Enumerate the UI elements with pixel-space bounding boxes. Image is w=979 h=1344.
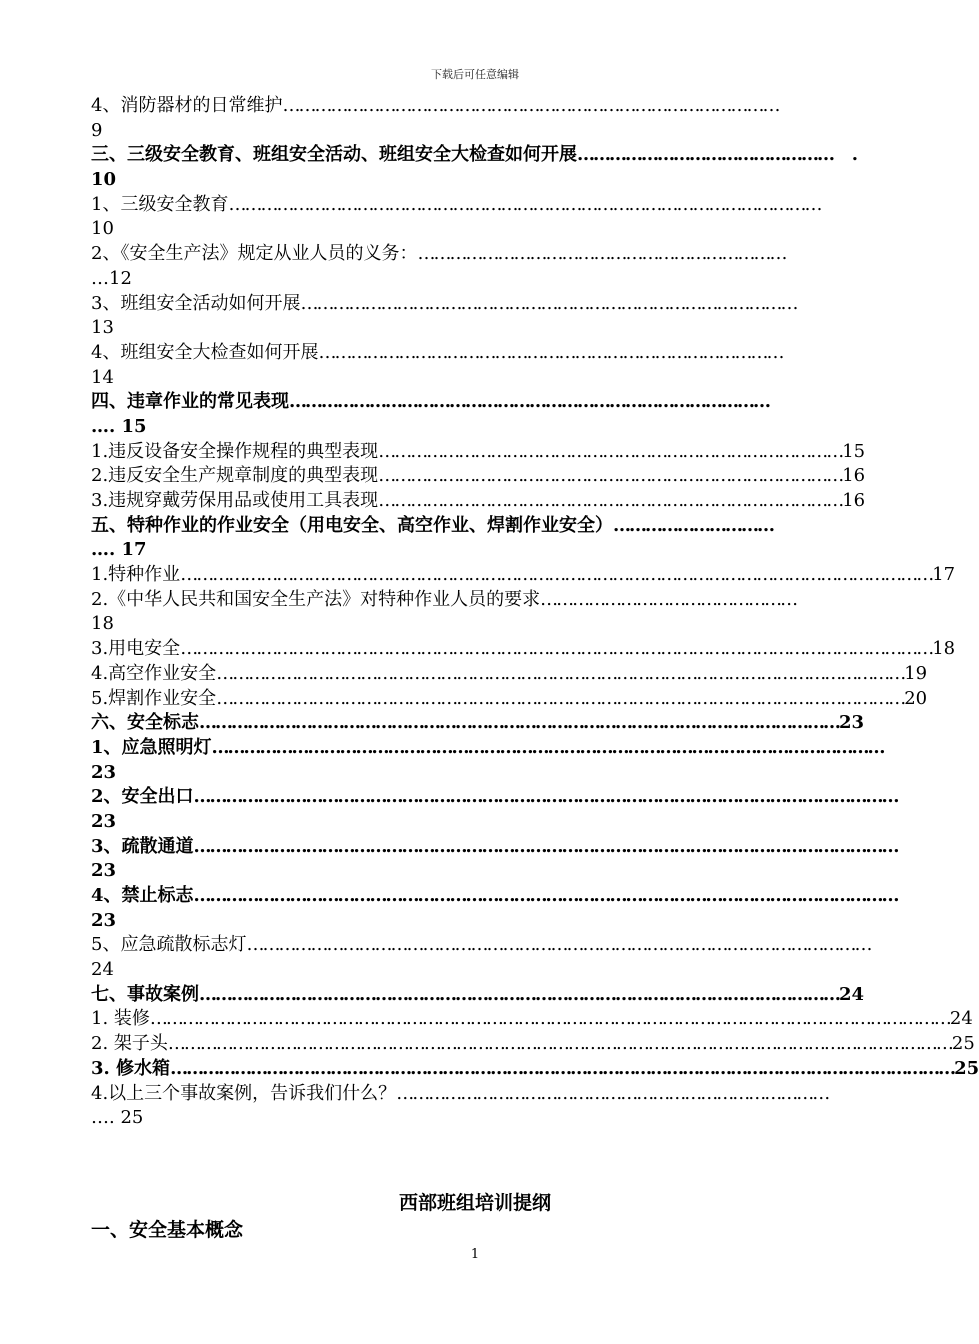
toc-entry[interactable] xyxy=(91,292,858,317)
toc-leader-dots: ………………………………………………………………………………………………………………………………… xyxy=(170,1057,955,1079)
toc-page-number-wrapped: 24 xyxy=(91,959,114,981)
toc-leader-dots: ………………………………………………………………………………………………………… xyxy=(199,983,839,1005)
toc-leader-dots: ………………………………………………………………………………………………… xyxy=(228,193,821,215)
toc-page-number: . xyxy=(851,144,858,166)
toc-leader-dots: ………………………………………… xyxy=(540,588,797,610)
toc-leader-dots: ……………………………………………………………………… xyxy=(396,1082,829,1104)
toc-page-number-wrapped: 23 xyxy=(91,810,117,832)
toc-leader-dots: …………………………………………………………………………… xyxy=(378,440,843,462)
toc-entry[interactable] xyxy=(91,341,858,366)
toc-page-number-wrapped: 10 xyxy=(91,169,117,191)
toc-entry[interactable] xyxy=(91,736,884,761)
toc-entry-title: 1.特种作业 xyxy=(91,564,181,586)
toc-page-number-wrapped: 13 xyxy=(91,317,114,339)
toc-entry-title: 2.《中华人民共和国安全生产法》对特种作业人员的要求 xyxy=(91,588,541,610)
toc-entry[interactable] xyxy=(91,1082,858,1107)
toc-page-number: 24 xyxy=(949,1008,973,1030)
toc-entry-title: 3.用电安全 xyxy=(91,638,181,660)
toc-page-number-wrapped: 10 xyxy=(91,218,114,240)
toc-leader-dots: ………………………………………………………………………………………………………………… xyxy=(216,662,905,684)
toc-entry[interactable] xyxy=(91,143,858,168)
toc-entry[interactable] xyxy=(91,1032,975,1057)
toc-leader-dots: ……………………………………………………………………………………………………… xyxy=(246,934,871,956)
toc-entry[interactable] xyxy=(91,242,858,267)
toc-entry[interactable] xyxy=(91,1007,973,1032)
toc-page-number-wrapped: 23 xyxy=(91,909,117,931)
toc-leader-dots: …………………………………………………………………………………………………………………………………… xyxy=(149,1008,950,1030)
toc-leader-dots: ……………………………………………………………………………………………………………… xyxy=(211,736,884,758)
toc-page-number-wrapped: …. 15 xyxy=(91,415,147,437)
toc-entry[interactable] xyxy=(91,588,858,613)
toc-page-number-wrapped: 18 xyxy=(91,613,114,635)
toc-entry-title: 七、事故案例 xyxy=(91,983,199,1005)
toc-entry[interactable] xyxy=(91,563,956,588)
toc-leader-dots: …………………………………………………………… xyxy=(417,243,786,265)
toc-entry-title: 2.违反安全生产规章制度的典型表现 xyxy=(91,465,379,487)
toc-page-number: 23 xyxy=(839,712,865,734)
toc-page-number: 16 xyxy=(842,465,866,487)
toc-entry-title: 4.高空作业安全 xyxy=(91,662,217,684)
toc-entry-title: 五、特种作业的作业安全（用电安全、高空作业、焊割作业安全） xyxy=(91,514,613,536)
toc-page-number: 19 xyxy=(904,662,928,684)
toc-leader-dots: …………………………………………………………………………… xyxy=(378,490,843,511)
toc-entry-title: 5、应急疏散标志灯 xyxy=(91,934,247,956)
toc-entry-title: 5.焊割作业安全 xyxy=(91,687,217,709)
toc-page-number: 17 xyxy=(932,564,956,586)
toc-page-number: 15 xyxy=(842,440,866,462)
toc-page-number-wrapped: …12 xyxy=(91,267,132,289)
toc-page-number: 25 xyxy=(951,1033,975,1055)
toc-page-number: 16 xyxy=(842,490,866,511)
toc-entry-title: 3、疏散通道 xyxy=(91,835,194,857)
toc-entry-title: 1. 装修 xyxy=(91,1008,150,1030)
toc-entry[interactable] xyxy=(91,785,898,810)
toc-entry[interactable] xyxy=(91,464,866,489)
toc-entry[interactable] xyxy=(91,687,928,712)
toc-page-number-wrapped: …. 17 xyxy=(91,539,147,561)
toc-page-number-wrapped: …. 25 xyxy=(91,1107,144,1129)
toc-entry-title: 三、三级安全教育、班组安全活动、班组安全大检查如何开展 xyxy=(91,144,577,166)
toc-leader-dots: ………………………………………………………………………………………………………………………………… xyxy=(167,1033,952,1055)
toc-entry-title: 3、班组安全活动如何开展 xyxy=(91,292,301,314)
toc-leader-dots: …………………………………………………………………………………………………………………… xyxy=(193,885,898,906)
toc-leader-dots: ………………………… xyxy=(613,514,773,536)
toc-entry-title: 四、违章作业的常见表现 xyxy=(91,391,289,413)
toc-leader-dots: ………………………………………… xyxy=(577,144,833,166)
toc-entry-title: 1.违反设备安全操作规程的典型表现 xyxy=(91,440,379,462)
table-of-contents xyxy=(91,94,979,1131)
toc-entry[interactable] xyxy=(91,1057,979,1082)
toc-entry-title: 4、禁止标志 xyxy=(91,885,194,906)
toc-page-number: 20 xyxy=(904,687,928,709)
toc-entry[interactable] xyxy=(91,884,898,909)
toc-leader-dots: …………………………………………………………………………………………………………………… xyxy=(193,835,898,857)
toc-leader-dots: ………………………………………………………………………………………………………………… xyxy=(216,687,905,709)
toc-entry-title: 4.以上三个事故案例，告诉我们什么？ xyxy=(91,1082,397,1104)
page-header: 下载后可任意编辑 xyxy=(431,68,519,81)
toc-page-number: 25 xyxy=(954,1057,979,1079)
toc-entry[interactable] xyxy=(91,514,858,539)
toc-page-number-wrapped: 23 xyxy=(91,860,117,882)
toc-page-number-wrapped: 9 xyxy=(91,119,103,141)
toc-entry-title: 3. 修水箱 xyxy=(91,1057,171,1079)
toc-entry-title: 4、消防器材的日常维护 xyxy=(91,95,283,116)
document-title: 西部班组培训提纲 xyxy=(398,1192,551,1214)
toc-entry-title: 1、应急照明灯 xyxy=(91,736,212,758)
toc-leader-dots: …………………………………………………………………………… xyxy=(378,465,843,487)
toc-entry[interactable] xyxy=(91,637,956,662)
toc-entry[interactable] xyxy=(91,193,858,218)
section-heading: 一、安全基本概念 xyxy=(91,1219,244,1241)
toc-leader-dots: …………………………………………………………………………………………………………………………… xyxy=(180,564,933,586)
toc-leader-dots: ………………………………………………………………………………… xyxy=(300,292,797,314)
toc-entry[interactable] xyxy=(91,94,858,119)
toc-entry[interactable] xyxy=(91,489,866,514)
toc-entry[interactable] xyxy=(91,390,858,415)
toc-leader-dots: …………………………………………………………………………………………………………………………… xyxy=(180,638,933,660)
toc-entry-title: 2、《安全生产法》规定从业人员的义务： xyxy=(91,243,418,265)
toc-page-number-wrapped: 14 xyxy=(91,366,114,388)
toc-entry-title: 3.违规穿戴劳保用品或使用工具表现 xyxy=(91,490,379,511)
toc-page-number: 18 xyxy=(932,638,956,660)
toc-leader-dots: …………………………………………………………………………………………………………………… xyxy=(193,786,898,808)
toc-leader-dots: ………………………………………………………………………………… xyxy=(282,95,779,116)
toc-entry[interactable] xyxy=(91,835,898,860)
toc-entry[interactable] xyxy=(91,662,928,687)
toc-entry[interactable] xyxy=(91,983,865,1008)
toc-entry-title: 2、安全出口 xyxy=(91,786,194,808)
toc-entry-title: 1、三级安全教育 xyxy=(91,193,229,215)
toc-entry-title: 4、班组安全大检查如何开展 xyxy=(91,341,319,363)
toc-leader-dots: …………………………………………………………………………… xyxy=(318,341,783,363)
toc-entry[interactable] xyxy=(91,440,866,465)
toc-page-number: 24 xyxy=(839,983,865,1005)
toc-entry[interactable] xyxy=(91,933,871,958)
toc-leader-dots: ……………………………………………………………………………… xyxy=(289,391,769,413)
toc-entry-title: 2. 架子头 xyxy=(91,1033,168,1055)
toc-leader-dots: ………………………………………………………………………………………………………… xyxy=(199,712,839,734)
toc-page-number-wrapped: 23 xyxy=(91,761,117,783)
toc-entry-title: 六、安全标志 xyxy=(91,712,199,734)
toc-entry[interactable] xyxy=(91,711,865,736)
page-number: 1 xyxy=(470,1247,480,1262)
